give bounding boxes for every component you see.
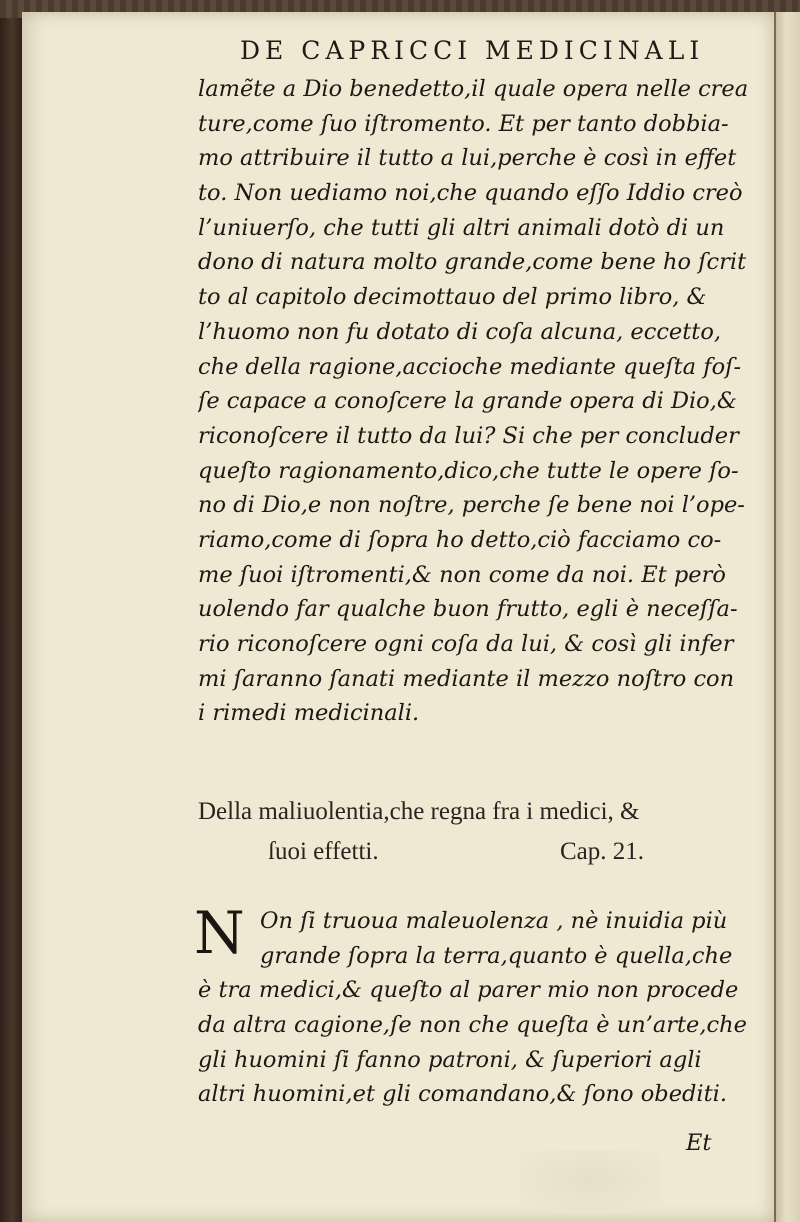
text-line: no di Dio,e non noſtre, perche ſe bene noi l’ope- [198,492,745,519]
text-line: riconoſcere il tutto da lui? Si che per concluder [198,422,739,449]
text-line: rio riconoſcere ogni coſa da lui, & così gli infer [198,631,734,657]
text-line: lamẽte a Dio benedetto,il quale opera nelle crea [198,76,749,102]
text-line: queſto ragionamento,dico,che tutte le opere ſo- [198,457,739,484]
text-line: On ſi truoua maleuolenza , nè inuidia più [260,908,728,934]
text-line: ſe capace a conoſcere la grande opera di Dio,& [198,388,737,415]
text-line: mo attribuire il tutto a lui,perche è così in effet [198,145,737,172]
chapter-heading-line: ſuoi effetti. [268,838,379,865]
text-line: altri huomini,et gli comandano,& ſono obediti. [198,1081,728,1108]
text-line: è tra medici,& queſto al parer mio non procede [198,977,739,1004]
text-line: dono di natura molto grande,come bene ho ſcrit [198,249,747,276]
page-stain [520,1150,660,1210]
text-line: riamo,come di ſopra ho detto,ciò facciamo co- [198,526,722,553]
text-line: uolendo far qualche buon frutto, egli è neceſſa- [198,596,738,623]
body-text [198,72,764,731]
text-line: i rimedi medicinali. [198,700,420,727]
text-line: da altra cagione,ſe non che queſta è un’arte,che [198,1012,747,1039]
text-line: grande ſopra la terra,quanto è quella,che [260,942,733,969]
text-line: gli huomini ſi fanno patroni, & ſuperiori agli [198,1046,702,1073]
chapter-heading-line: Della maliuolentia,che regna fra i medici, & [198,798,640,825]
text-line: to al capitolo decimottauo del primo libro, & [198,284,707,311]
catchword: Et [686,1130,712,1156]
text-line: to. Non uediamo noi,che quando eſſo Iddio creò [198,180,743,207]
text-line: l’huomo non fu dotato di coſa alcuna, eccetto, [198,318,722,345]
chapter-heading [198,792,758,872]
text-line: ture,come ſuo iſtromento. Et per tanto dobbia- [198,110,729,137]
text-line: l’uniuerſo, che tutti gli altri animali dotò di un [198,214,725,241]
chapter-number: Cap. 21. [560,838,645,865]
text-line: che della ragione,accioche mediante queſta foſ- [198,353,742,380]
chapter-text [198,904,764,1112]
text-line: mi ſaranno ſanati mediante il mezzo noſtro con [198,665,735,692]
running-head: DE CAPRICCI MEDICINALI [240,36,705,65]
page-gutter-right [774,12,800,1222]
text-line: me ſuoi iſtromenti,& non come da noi. Et però [198,561,726,588]
drop-cap: N [194,899,245,967]
